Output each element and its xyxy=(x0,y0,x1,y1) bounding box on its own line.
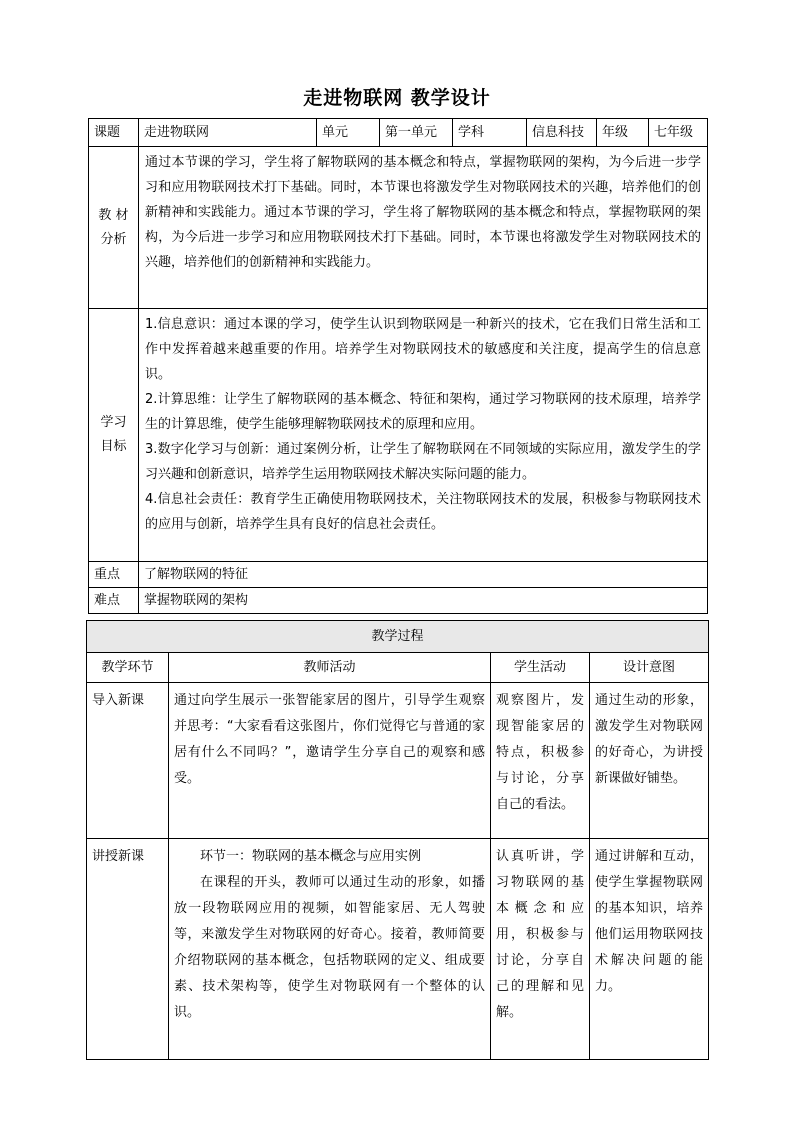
unit-value: 第一单元 xyxy=(380,119,453,147)
teacher-subheading: 环节一：物联网的基本概念与应用实例 xyxy=(200,849,422,864)
teacher-activity: 通过向学生展示一张智能家居的图片，引导学生观察并思考：“大家看看这张图片，你们觉得它与普通的家居有什么不同吗？”，邀请学生分享自己的观察和感受。 xyxy=(169,683,491,839)
design-intent: 通过生动的形象，激发学生对物联网的好奇心，为讲授新课做好铺垫。 xyxy=(590,683,709,839)
goal-item: 4.信息社会责任：教育学生正确使用物联网技术，关注物联网技术的发展，积极参与物联网技术的应用与创新，培养学生具有良好的信息社会责任。 xyxy=(145,492,701,532)
difficulty-value: 掌握物联网的架构 xyxy=(139,588,708,614)
key-point-label: 重点 xyxy=(89,562,139,588)
process-row-new-lesson xyxy=(87,839,709,1060)
analysis-row xyxy=(89,147,708,309)
document-title: 走进物联网 教学设计 xyxy=(303,87,491,109)
goals-row xyxy=(89,309,708,562)
course-info-table xyxy=(88,118,708,614)
goal-item: 2.计算思维：让学生了解物联网的基本概念、特征和架构，通过学习物联网的技术原理，培养学生的计算思维，使学生能够理解物联网技术的原理和应用。 xyxy=(145,392,701,432)
process-header: 教学过程 xyxy=(87,621,709,653)
difficulty-label: 难点 xyxy=(89,588,139,614)
process-header-row xyxy=(87,621,709,653)
student-activity: 认真听讲，学习物联网的基本概念和应用，积极参与讨论，分享自己的理解和见解。 xyxy=(491,839,590,1060)
subject-value: 信息科技 xyxy=(527,119,597,147)
goal-item: 3.数字化学习与创新：通过案例分析，让学生了解物联网在不同领域的实际应用，激发学生的学习兴趣和创新意识，培养学生运用物联网技术解决实际问题的能力。 xyxy=(145,442,701,482)
column-header: 学生活动 xyxy=(491,653,590,683)
goals-label: 学习 目标 xyxy=(89,309,139,562)
stage-cell: 导入新课 xyxy=(87,683,169,839)
column-header: 教学环节 xyxy=(87,653,169,683)
grade-label: 年级 xyxy=(597,119,649,147)
teaching-process-table xyxy=(86,620,709,1060)
teacher-activity xyxy=(169,839,491,1060)
topic-value: 走进物联网 xyxy=(139,119,317,147)
stage-cell: 讲授新课 xyxy=(87,839,169,1060)
grade-value: 七年级 xyxy=(649,119,708,147)
process-row-intro xyxy=(87,683,709,839)
analysis-label: 教 材 分析 xyxy=(89,147,139,309)
column-header: 设计意图 xyxy=(590,653,709,683)
design-intent: 通过讲解和互动，使学生掌握物联网的基本知识，培养他们运用物联网技术解决问题的能力。 xyxy=(590,839,709,1060)
teacher-activity-text: 在课程的开头，教师可以通过生动的形象，如播放一段物联网应用的视频，如智能家居、无人驾驶等，来激发学生对物联网的好奇心。接着，教师简要介绍物联网的基本概念，包括物联网的定义、组成要素、技术架构等，使学生对物联网有一个整体的认识。 xyxy=(174,875,485,1020)
goal-item: 1.信息意识：通过本课的学习，使学生认识到物联网是一种新兴的技术，它在我们日常生活和工作中发挥着越来越重要的作用。培养学生对物联网技术的敏感度和关注度，提高学生的信息意识。 xyxy=(145,317,701,382)
student-activity: 观察图片，发现智能家居的特点，积极参与讨论，分享自己的看法。 xyxy=(491,683,590,839)
key-point-row xyxy=(89,562,708,588)
process-columns-row xyxy=(87,653,709,683)
topic-label: 课题 xyxy=(89,119,139,147)
subject-label: 学科 xyxy=(453,119,527,147)
unit-label: 单元 xyxy=(317,119,380,147)
key-point-value: 了解物联网的特征 xyxy=(139,562,708,588)
info-row xyxy=(89,119,708,147)
column-header: 教师活动 xyxy=(169,653,491,683)
analysis-text: 通过本节课的学习，学生将了解物联网的基本概念和特点，掌握物联网的架构，为今后进一步学习和应用物联网技术打下基础。同时，本节课也将激发学生对物联网技术的兴趣，培养他们的创新精神和实践能力。通过本节课的学习，学生将了解物联网的基本概念和特点，掌握物联网的架构，为今后进一步学习和应用物联网技术打下基础。同时，本节课也将激发学生对物联网技术的兴趣，培养他们的创新精神和实践能力。 xyxy=(139,147,708,309)
difficulty-row xyxy=(89,588,708,614)
goals-text xyxy=(139,309,708,562)
